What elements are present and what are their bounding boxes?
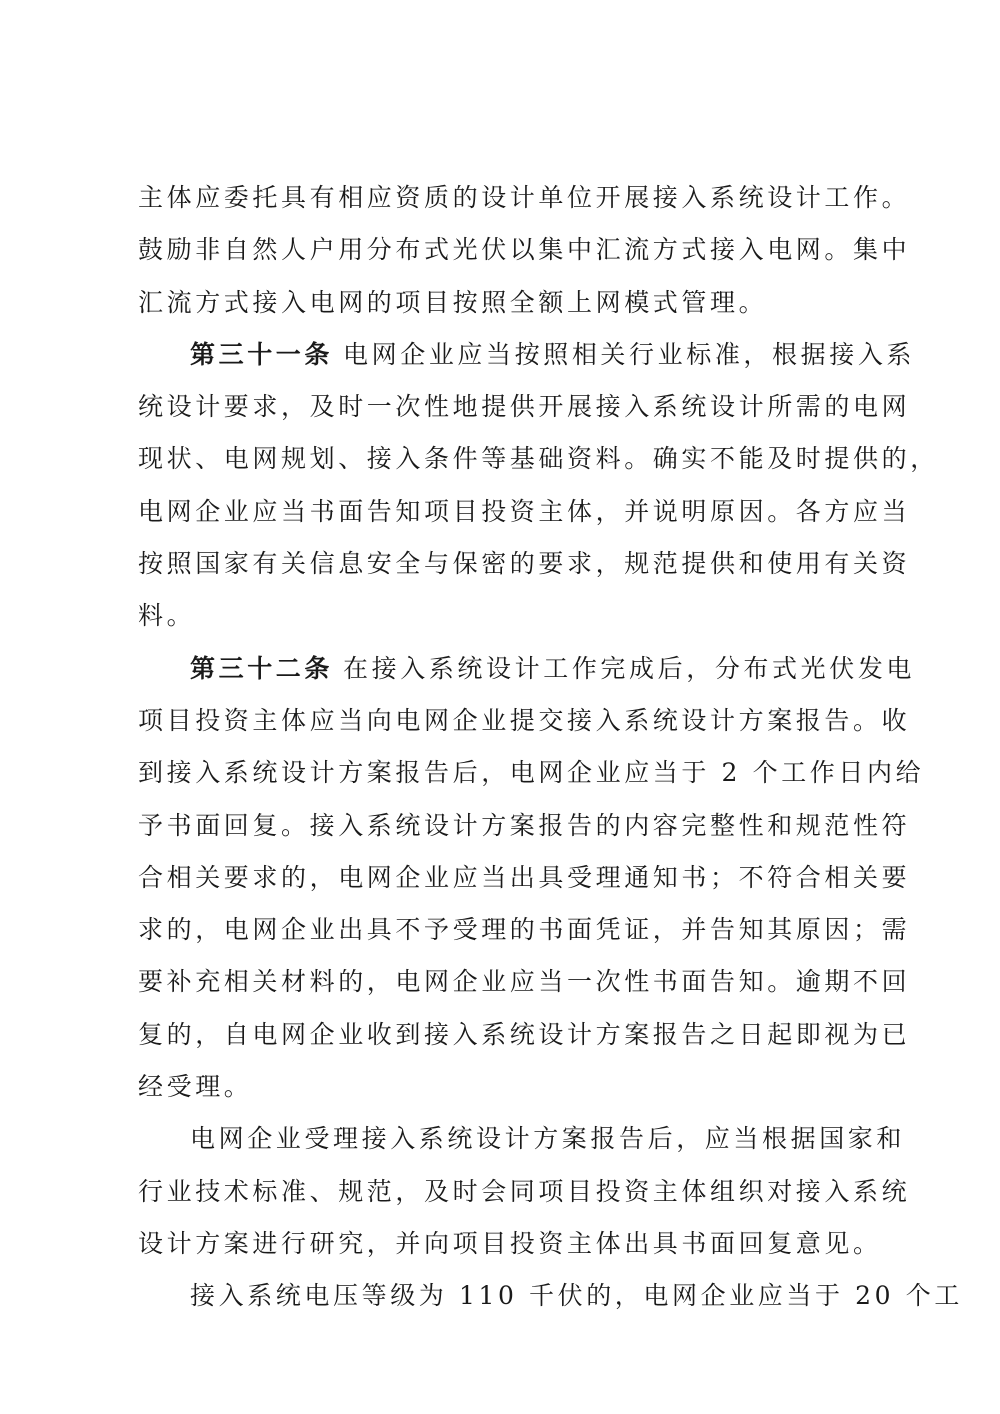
document-body (138, 172, 963, 1323)
text-line: 在接入系统设计工作完成后，分布式光伏发电 (343, 653, 916, 683)
text-line: 要补充相关材料的，电网企业应当一次性书面告知。逾期不回 (138, 967, 911, 997)
article-label: 第三十二条 (190, 653, 334, 683)
text-line: 料。 (138, 601, 196, 631)
article-31-first-line (138, 329, 916, 381)
article-32-first-line (138, 643, 916, 695)
text-line: 接入系统电压等级为 110 千伏的，电网企业应当于 20 个工 (190, 1281, 963, 1311)
text-line: 到接入系统设计方案报告后，电网企业应当于 2 个工作日内给 (138, 758, 925, 788)
text-line: 统设计要求，及时一次性地提供开展接入系统设计所需的电网 (138, 392, 911, 422)
text-line: 经受理。 (138, 1072, 253, 1102)
text-line: 复的，自电网企业收到接入系统设计方案报告之日起即视为已 (138, 1019, 911, 1049)
text-line: 主体应委托具有相应资质的设计单位开展接入系统设计工作。 (138, 183, 911, 212)
text-line: 鼓励非自然人户用分布式光伏以集中汇流方式接入电网。集中 (138, 235, 911, 265)
text-line: 电网企业应当书面告知项目投资主体，并说明原因。各方应当 (138, 496, 911, 526)
text-line: 求的，电网企业出具不予受理的书面凭证，并告知其原因；需 (138, 915, 911, 945)
text-line: 设计方案进行研究，并向项目投资主体出具书面回复意见。 (138, 1228, 882, 1258)
text-line: 予书面回复。接入系统设计方案报告的内容完整性和规范性符 (138, 810, 911, 840)
article-label: 第三十一条 (190, 339, 334, 369)
text-line: 现状、电网规划、接入条件等基础资料。确实不能及时提供的， (138, 444, 939, 474)
text-line: 电网企业应当按照相关行业标准，根据接入系 (343, 339, 916, 369)
text-line: 合相关要求的，电网企业应当出具受理通知书；不符合相关要 (138, 862, 911, 892)
text-line: 行业技术标准、规范，及时会同项目投资主体组织对接入系统 (138, 1176, 911, 1206)
text-line: 汇流方式接入电网的项目按照全额上网模式管理。 (138, 287, 768, 317)
text-line: 项目投资主体应当向电网企业提交接入系统设计方案报告。收 (138, 705, 911, 735)
text-line: 电网企业受理接入系统设计方案报告后，应当根据国家和 (190, 1124, 906, 1154)
text-line: 按照国家有关信息安全与保密的要求，规范提供和使用有关资 (138, 549, 911, 579)
